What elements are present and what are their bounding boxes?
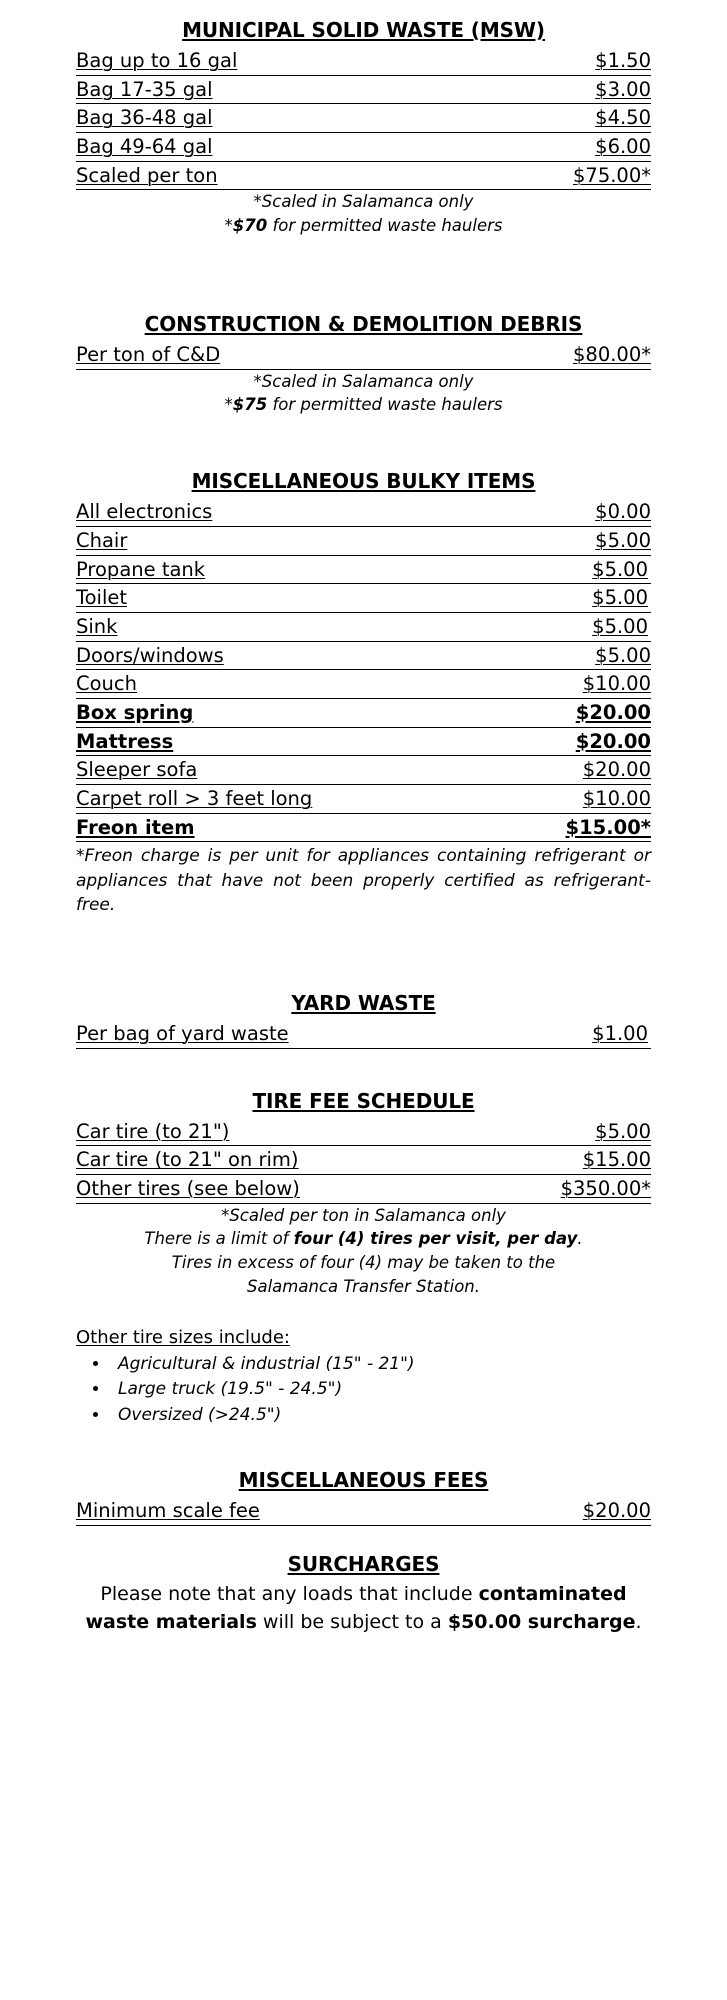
fee-price: $80.00*	[573, 342, 651, 366]
spacer	[76, 1299, 651, 1325]
fee-price: $1.00	[592, 1021, 648, 1045]
spacer	[76, 1428, 651, 1468]
table-row	[76, 104, 651, 133]
fee-label: Sink	[76, 614, 118, 638]
fee-price: $20.00	[582, 1499, 651, 1523]
table-row	[76, 76, 651, 105]
footnote: Salamanca Transfer Station.	[247, 1276, 480, 1296]
fee-label: Bag up to 16 gal	[76, 49, 238, 72]
fee-label: Car tire (to 21")	[76, 1119, 230, 1143]
table-row	[76, 1175, 651, 1204]
table-row	[76, 728, 651, 757]
surcharge-text: Please note that any loads that include contaminated waste materials will be subject to a $50.00 surcharge.	[85, 1583, 642, 1633]
table-row	[76, 670, 651, 699]
spacer	[76, 417, 651, 469]
fee-label: Mattress	[76, 729, 174, 753]
fee-label: Propane tank	[76, 557, 206, 581]
table-row	[76, 1020, 651, 1049]
fee-label: Per bag of yard waste	[76, 1021, 289, 1045]
spacer	[76, 917, 651, 991]
table-row	[76, 162, 651, 191]
fee-label: Per ton of C&D	[76, 342, 221, 366]
fee-label: Car tire (to 21" on rim)	[76, 1148, 299, 1172]
footnote: There is a limit of four (4) tires per visit, per day.	[144, 1229, 583, 1249]
fee-price: $3.00	[595, 77, 651, 101]
table-row	[76, 756, 651, 785]
fee-label: Carpet roll > 3 feet long	[76, 787, 313, 811]
fee-price: $75.00*	[573, 163, 651, 187]
section-miscellaneous-fees	[76, 1468, 651, 1526]
fee-label: All electronics	[76, 500, 213, 524]
list-item: • Agricultural & industrial (15" - 21")	[110, 1352, 651, 1378]
table-row	[76, 47, 651, 76]
freon-footnote: *Freon charge is per unit for appliances containing refrigerant or appliances that have not been properly certified as refrigerant-free.	[76, 846, 651, 915]
footnote: *Scaled in Salamanca only	[253, 192, 474, 212]
fee-price: $6.00	[595, 135, 651, 159]
fee-label: Bag 36-48 gal	[76, 106, 213, 130]
fee-label: Box spring	[76, 701, 194, 724]
table-row	[76, 642, 651, 671]
fee-price: $4.50	[595, 106, 651, 130]
fee-label: Bag 17-35 gal	[76, 77, 213, 101]
fee-label: Couch	[76, 672, 137, 696]
fee-price: $5.00	[595, 1119, 651, 1143]
fee-price: $5.00	[595, 528, 651, 552]
section-heading-bulky-items: MISCELLANEOUS BULKY ITEMS	[191, 469, 536, 494]
table-row	[76, 498, 651, 527]
table-row	[76, 556, 651, 585]
footnote: *$75 for permitted waste haulers	[224, 395, 503, 415]
footnote: *Scaled in Salamanca only	[253, 371, 474, 391]
spacer	[76, 1526, 651, 1552]
table-row	[76, 1146, 651, 1175]
section-heading-tire-fee: TIRE FEE SCHEDULE	[252, 1088, 475, 1113]
section-municipal-solid-waste	[76, 18, 651, 238]
section-heading-yard-waste: YARD WASTE	[291, 990, 436, 1015]
fee-price: $0.00	[595, 500, 651, 524]
list-item: • Oversized (>24.5")	[110, 1403, 651, 1429]
table-row	[76, 341, 651, 370]
fee-price: $1.50	[595, 49, 651, 72]
fee-label: Scaled per ton	[76, 163, 218, 187]
fee-price: $10.00	[582, 787, 651, 811]
fee-price: $20.00	[575, 701, 651, 724]
fee-price: $20.00	[575, 729, 651, 753]
fee-label: Freon item	[76, 815, 195, 839]
fee-price: $10.00	[582, 672, 651, 696]
fee-price: $5.00	[592, 557, 648, 581]
fee-price: $5.00	[595, 643, 651, 667]
fee-price: $5.00	[592, 614, 648, 638]
list-item: • Large truck (19.5" - 24.5")	[110, 1377, 651, 1403]
fee-price: $350.00*	[560, 1176, 651, 1200]
fee-price: $20.00	[582, 758, 651, 782]
other-tire-sizes-label: Other tire sizes include:	[76, 1326, 290, 1348]
table-row	[76, 1497, 651, 1526]
fee-label: Doors/windows	[76, 643, 224, 667]
section-yard-waste	[76, 991, 651, 1049]
footnote: Tires in excess of four (4) may be taken to the	[171, 1253, 556, 1273]
table-row	[76, 814, 651, 843]
fee-label: Chair	[76, 528, 128, 552]
table-row	[76, 527, 651, 556]
fee-price: $5.00	[592, 586, 648, 610]
fee-price: $15.00	[582, 1148, 651, 1172]
fee-label: Other tires (see below)	[76, 1176, 300, 1200]
section-heading-msw: MUNICIPAL SOLID WASTE (MSW)	[182, 18, 545, 42]
other-tire-sizes-list	[76, 1352, 651, 1429]
table-row	[76, 1118, 651, 1147]
table-row	[76, 785, 651, 814]
table-row	[76, 584, 651, 613]
footnote: *Scaled per ton in Salamanca only	[221, 1205, 506, 1225]
section-tire-fee-schedule	[76, 1089, 651, 1429]
fee-label: Sleeper sofa	[76, 758, 198, 782]
fee-label: Toilet	[76, 586, 128, 610]
section-heading-cd-debris: CONSTRUCTION & DEMOLITION DEBRIS	[144, 311, 583, 336]
section-miscellaneous-bulky-items	[76, 469, 651, 917]
footnote: *$70 for permitted waste haulers	[224, 216, 503, 236]
table-row	[76, 699, 651, 728]
spacer	[76, 238, 651, 312]
fee-label: Bag 49-64 gal	[76, 135, 213, 159]
section-construction-demolition-debris	[76, 312, 651, 417]
section-heading-surcharges: SURCHARGES	[287, 1552, 440, 1576]
fee-label: Minimum scale fee	[76, 1499, 260, 1523]
section-surcharges	[76, 1552, 651, 1636]
section-heading-misc-fees: MISCELLANEOUS FEES	[238, 1468, 489, 1493]
fee-price: $15.00*	[565, 815, 651, 839]
table-row	[76, 613, 651, 642]
table-row	[76, 133, 651, 162]
spacer	[76, 1049, 651, 1089]
